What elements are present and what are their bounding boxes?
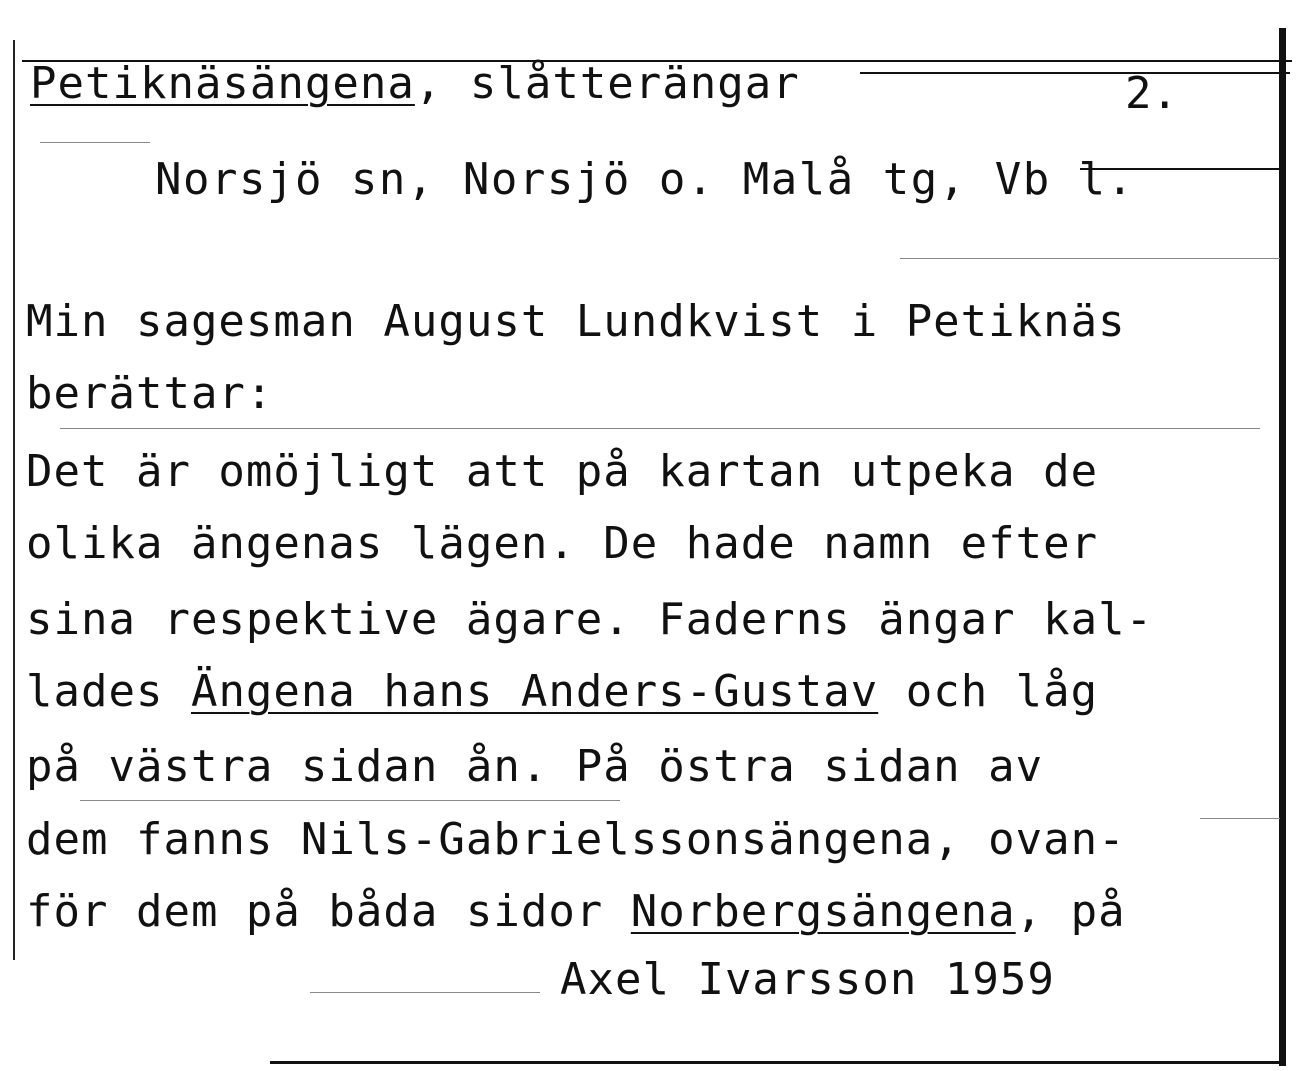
- body-line-8: dem fanns Nils-Gabrielssonsängena, ovan-: [26, 814, 1126, 865]
- faint-rule: [80, 800, 620, 801]
- faint-rule: [60, 428, 1260, 429]
- body-line-2: berättar:: [26, 368, 274, 419]
- body-line-9-start: för dem på båda sidor: [26, 886, 631, 937]
- signature: Axel Ivarsson 1959: [560, 954, 1055, 1005]
- faint-rule: [900, 258, 1280, 259]
- underlined-meadow-name: Norbergsängena: [630, 886, 1016, 937]
- body-line-5: sina respektive ägare. Faderns ängar kal-: [26, 594, 1154, 645]
- card-location: Norsjö sn, Norsjö o. Malå tg, Vb l.: [155, 154, 1135, 205]
- card-right-edge: [1279, 28, 1286, 1066]
- body-line-3: Det är omöjligt att på kartan utpeka de: [26, 446, 1099, 497]
- underlined-meadow-name: Ängena hans Anders-Gustav: [190, 666, 879, 717]
- body-line-4: olika ängenas lägen. De hade namn efter: [26, 518, 1099, 569]
- body-line-7: på västra sidan ån. På östra sidan av: [26, 741, 1044, 792]
- card-number: 2.: [1125, 68, 1178, 119]
- card-left-edge: [13, 40, 15, 960]
- body-line-6: [26, 666, 1099, 717]
- title-category: , slåtterängar: [414, 58, 800, 109]
- title-rule: [860, 72, 1290, 74]
- body-line-9: [26, 886, 1126, 937]
- card-bottom-edge: [270, 1061, 1286, 1064]
- body-line-9-end: , på: [1015, 886, 1126, 937]
- card-title: [30, 58, 800, 109]
- body-line-6-end: och låg: [878, 666, 1099, 717]
- body-line-1: Min sagesman August Lundkvist i Petiknäs: [26, 296, 1126, 347]
- faint-rule: [310, 992, 540, 993]
- faint-rule: [40, 142, 150, 143]
- title-place-name: Petiknäsängena: [30, 58, 415, 109]
- body-line-6-start: lades: [26, 666, 191, 717]
- faint-rule: [1200, 818, 1280, 819]
